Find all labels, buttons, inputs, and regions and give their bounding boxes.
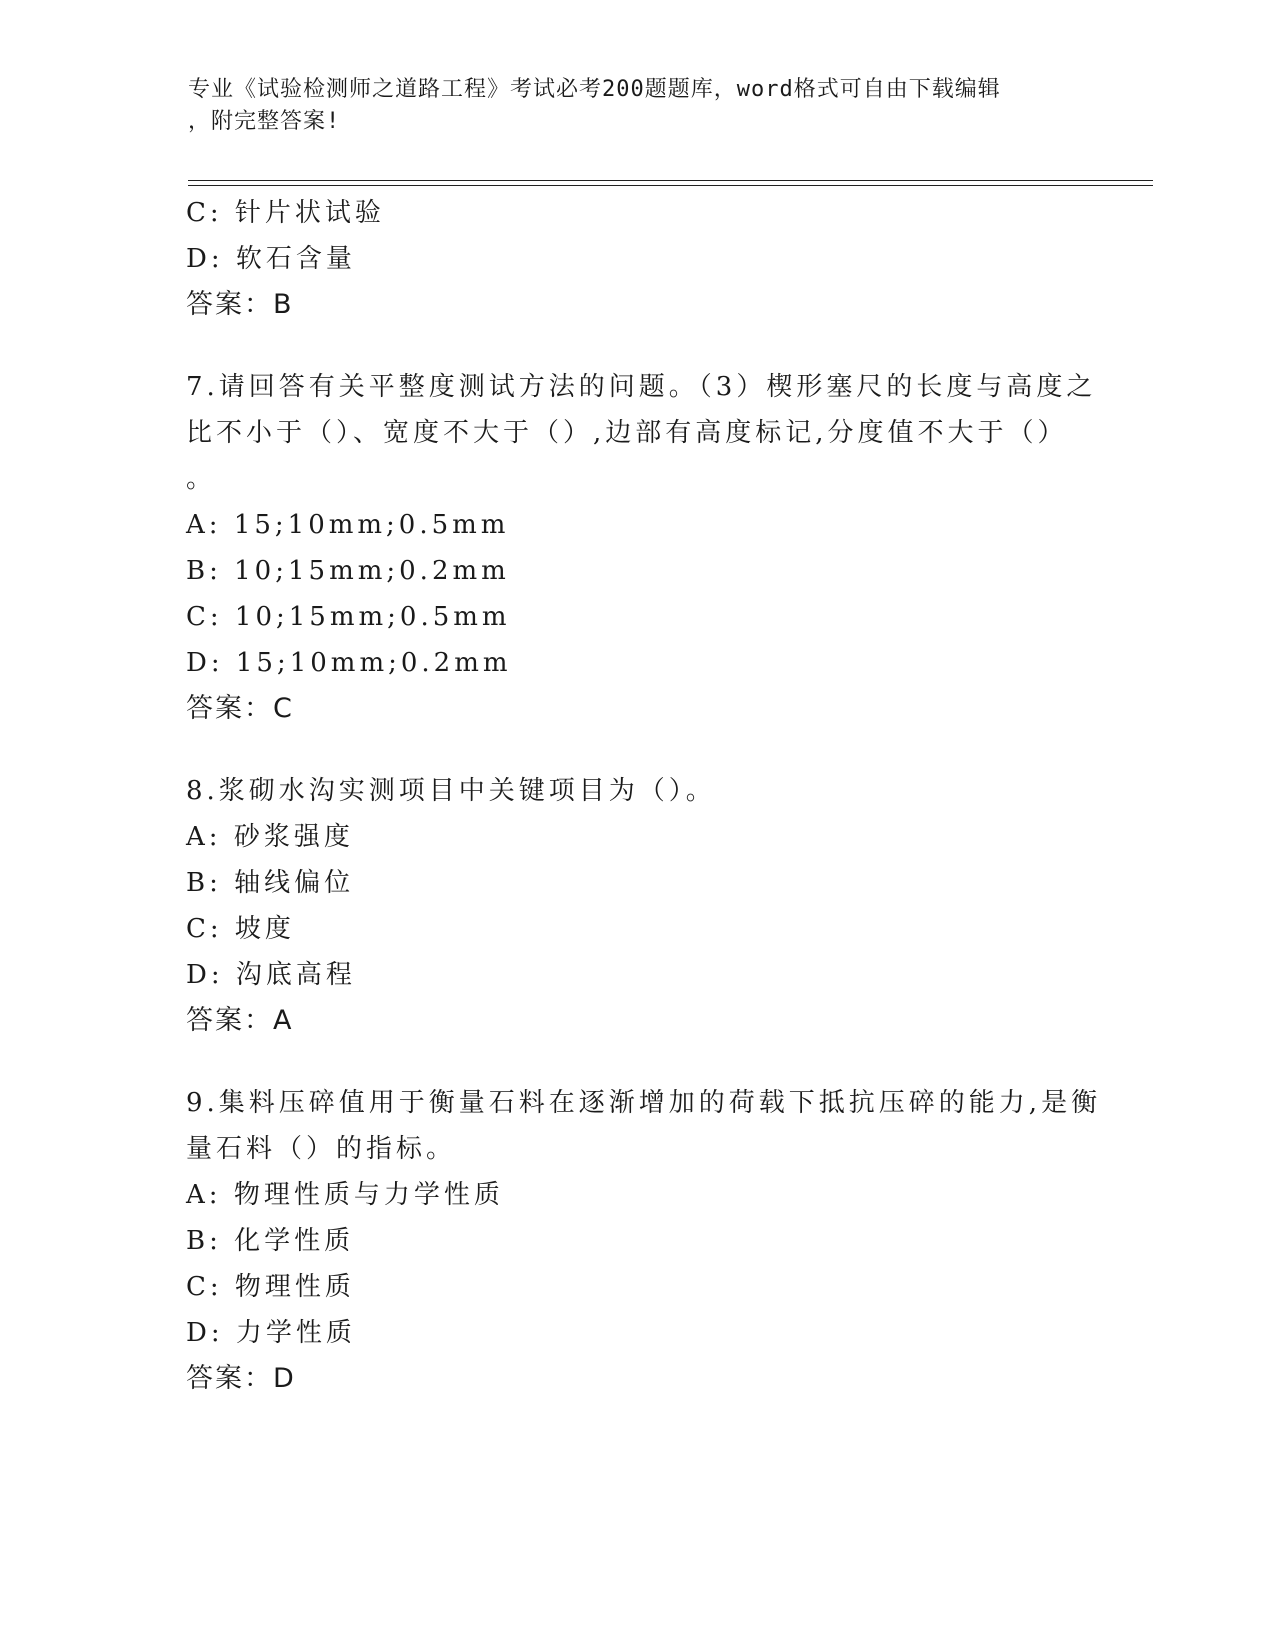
option-text: 10;15mm;0.2mm bbox=[234, 556, 510, 586]
option-label: A: bbox=[186, 822, 222, 852]
question-text-line: 9.集料压碎值用于衡量石料在逐渐增加的荷载下抵抗压碎的能力,是衡 bbox=[186, 1088, 1102, 1118]
header-divider-top bbox=[188, 180, 1153, 181]
spacer bbox=[186, 1044, 1086, 1080]
header-title-line-1: 专业《试验检测师之道路工程》考试必考200题题库，word格式可自由下载编辑 bbox=[188, 77, 1001, 102]
answer-line: 答案：B bbox=[186, 289, 294, 320]
option-d bbox=[186, 1310, 1086, 1356]
question-9 bbox=[186, 1080, 1102, 1402]
answer-line: 答案：D bbox=[186, 1363, 296, 1394]
question-8 bbox=[186, 768, 1086, 1044]
option-a bbox=[186, 814, 1086, 860]
option-text: 15;10mm;0.5mm bbox=[233, 510, 510, 540]
option-text: 化学性质 bbox=[234, 1226, 355, 1256]
option-text: 砂浆强度 bbox=[233, 822, 354, 852]
answer-line: 答案：C bbox=[186, 693, 294, 724]
option-b bbox=[186, 1218, 1086, 1264]
option-label: C: bbox=[186, 602, 223, 632]
question-7 bbox=[186, 364, 1097, 732]
option-d bbox=[186, 640, 1086, 686]
option-text: 沟底高程 bbox=[235, 960, 356, 990]
document-header bbox=[188, 74, 1068, 138]
option-label: A: bbox=[186, 1180, 222, 1210]
option-text: 轴线偏位 bbox=[234, 868, 355, 898]
option-label: C: bbox=[186, 1272, 223, 1302]
option-text: 坡度 bbox=[234, 914, 295, 944]
option-d bbox=[186, 952, 1086, 998]
header-divider-bottom bbox=[188, 185, 1153, 186]
option-text: 力学性质 bbox=[235, 1318, 356, 1348]
option-text: 10;15mm;0.5mm bbox=[234, 602, 511, 632]
spacer bbox=[186, 328, 1086, 364]
option-c bbox=[186, 906, 1086, 952]
option-text: 针片状试验 bbox=[234, 198, 385, 228]
question-text-line: 量石料（）的指标。 bbox=[186, 1134, 457, 1164]
option-c bbox=[186, 190, 1086, 236]
option-label: D: bbox=[186, 244, 224, 274]
option-text: 物理性质 bbox=[234, 1272, 355, 1302]
question-list bbox=[186, 190, 1102, 1402]
option-b bbox=[186, 548, 1086, 594]
header-title-line-2: ，附完整答案! bbox=[188, 109, 341, 134]
option-c bbox=[186, 1264, 1086, 1310]
option-label: B: bbox=[186, 1226, 222, 1256]
option-text: 15;10mm;0.2mm bbox=[235, 648, 512, 678]
option-b bbox=[186, 860, 1086, 906]
option-d bbox=[186, 236, 1086, 282]
option-label: B: bbox=[186, 868, 222, 898]
option-text: 软石含量 bbox=[235, 244, 356, 274]
question-text-line: 8.浆砌水沟实测项目中关键项目为（）。 bbox=[186, 776, 716, 806]
question-text-line: 7.请回答有关平整度测试方法的问题。（3）楔形塞尺的长度与高度之 bbox=[186, 372, 1097, 402]
option-label: A: bbox=[186, 510, 222, 540]
answer-line: 答案：A bbox=[186, 1005, 294, 1036]
option-label: D: bbox=[186, 960, 224, 990]
option-label: D: bbox=[186, 648, 224, 678]
option-label: C: bbox=[186, 914, 223, 944]
question-text-line: 比不小于（）、宽度不大于（）,边部有高度标记,分度值不大于（） bbox=[186, 418, 1068, 448]
question-6-continuation bbox=[186, 190, 1086, 328]
option-a bbox=[186, 1172, 1086, 1218]
spacer bbox=[186, 732, 1086, 768]
option-label: B: bbox=[186, 556, 222, 586]
option-text: 物理性质与力学性质 bbox=[233, 1180, 504, 1210]
option-a bbox=[186, 502, 1086, 548]
option-label: C: bbox=[186, 198, 223, 228]
option-label: D: bbox=[186, 1318, 224, 1348]
option-c bbox=[186, 594, 1086, 640]
question-text-line: 。 bbox=[186, 464, 217, 494]
